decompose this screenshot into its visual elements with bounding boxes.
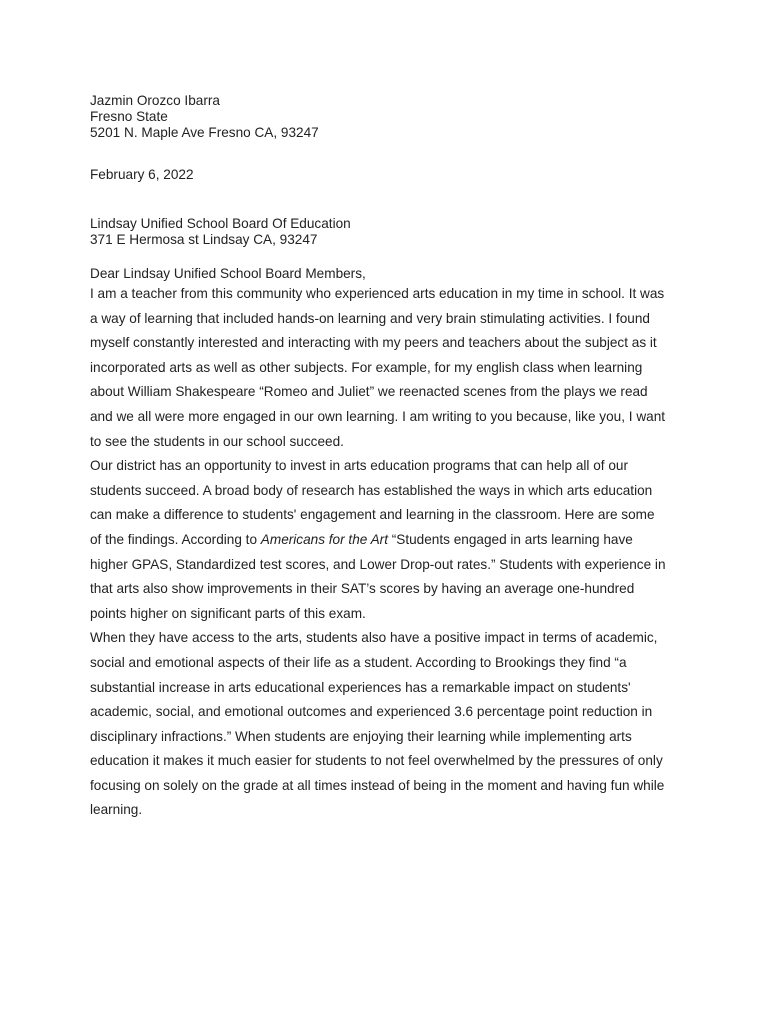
citation-title: Americans for the Art xyxy=(260,531,388,547)
paragraph-line: When they have access to the arts, students also have a positive impact in terms of academic, xyxy=(90,630,658,646)
recipient-block xyxy=(90,216,680,248)
date-block xyxy=(90,167,680,183)
letter-body xyxy=(90,93,680,823)
salutation: Dear Lindsay Unified School Board Members, xyxy=(90,266,366,281)
sender-address: 5201 N. Maple Ave Fresno CA, 93247 xyxy=(90,125,319,140)
paragraph-3 xyxy=(90,626,680,823)
paragraph-line: that arts also show improvements in their SAT’s scores by having an average one-hundred xyxy=(90,581,635,597)
paragraph-1 xyxy=(90,282,680,454)
paragraph-line: about William Shakespeare “Romeo and Juliet” we reenacted scenes from the plays we read xyxy=(90,384,648,400)
paragraph-line: incorporated arts as well as other subjects. For example, for my english class when learning xyxy=(90,359,643,375)
letter-date: February 6, 2022 xyxy=(90,167,194,182)
paragraph-line: points higher on significant parts of this exam. xyxy=(90,605,366,621)
paragraph-line: academic, social, and emotional outcomes and experienced 3.6 percentage point reduction in xyxy=(90,704,653,720)
paragraph-line: I am a teacher from this community who experienced arts education in my time in school. It was xyxy=(90,286,665,301)
paragraph-text: “Students engaged in arts learning have xyxy=(387,531,633,547)
recipient-organization: Lindsay Unified School Board Of Education xyxy=(90,216,351,231)
paragraph-line: can make a difference to students' engagement and learning in the classroom. Here are some xyxy=(90,507,655,523)
paragraph-line: and we all were more engaged in our own learning. I am writing to you because, like you, I want xyxy=(90,408,666,424)
paragraph-text: of the findings. According to xyxy=(90,531,261,547)
paragraph-line: social and emotional aspects of their life as a student. According to Brookings they find “a xyxy=(90,654,627,670)
paragraph-line: a way of learning that included hands-on learning and very brain stimulating activities. I found xyxy=(90,310,650,326)
paragraph-line: students succeed. A broad body of research has established the ways in which arts education xyxy=(90,482,653,498)
paragraph-line: learning. xyxy=(90,802,143,818)
paragraph-line: disciplinary infractions.” When students are enjoying their learning while implementing arts xyxy=(90,728,632,744)
paragraph-line: higher GPAS, Standardized test scores, and Lower Drop-out rates.” Students with experience in xyxy=(90,556,666,572)
paragraph-line: substantial increase in arts educational experiences has a remarkable impact on students' xyxy=(90,679,631,695)
sender-name: Jazmin Orozco Ibarra xyxy=(90,93,220,108)
paragraph-line: focusing on solely on the grade at all times instead of being in the moment and having fun while xyxy=(90,777,665,793)
salutation-block xyxy=(90,266,680,282)
paragraph-line: to see the students in our school succeed. xyxy=(90,433,344,449)
recipient-address: 371 E Hermosa st Lindsay CA, 93247 xyxy=(90,232,318,247)
paragraph-2 xyxy=(90,454,680,626)
paragraph-line: Our district has an opportunity to invest in arts education programs that can help all of our xyxy=(90,458,628,474)
paragraph-line: education it makes it much easier for students to not feel overwhelmed by the pressures of only xyxy=(90,753,663,769)
paragraph-line: myself constantly interested and interacting with my peers and teachers about the subject as it xyxy=(90,335,657,351)
sender-block xyxy=(90,93,680,141)
sender-organization: Fresno State xyxy=(90,109,168,124)
paragraph-line-with-citation xyxy=(90,528,680,553)
